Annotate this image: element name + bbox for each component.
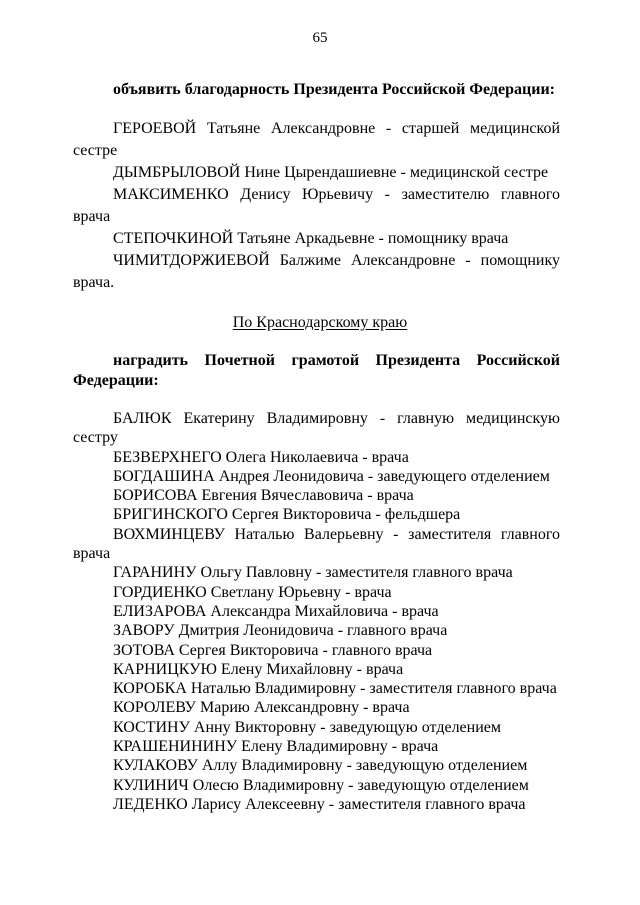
section-award <box>73 351 560 391</box>
list-item: ВОХМИНЦЕВУ Наталью Валерьевну - заместителя главного врача <box>73 525 560 563</box>
list-item: ЗОТОВА Сергея Викторовича - главного врача <box>113 641 433 659</box>
list-item: БЕЗВЕРХНЕГО Олега Николаевича - врача <box>113 448 409 466</box>
list-item: КУЛАКОВУ Аллу Владимировну - заведующую отделением <box>113 757 528 775</box>
list-item: ЛЕДЕНКО Ларису Алексеевну - заместителя главного врача <box>113 795 526 813</box>
list-item: БРИГИНСКОГО Сергея Викторовича - фельдшера <box>113 506 461 524</box>
list-item: КОРОБКА Наталью Владимировну - заместителя главного врача <box>113 680 557 698</box>
list-item: ГАРАНИНУ Ольгу Павловну - заместителя главного врача <box>113 564 513 582</box>
region-title-text: По Краснодарскому краю <box>232 314 408 331</box>
region-title <box>0 314 640 332</box>
list-item: КОСТИНУ Анну Викторовну - заведующую отделением <box>113 718 501 736</box>
list-item: БОРИСОВА Евгения Вячеславовича - врача <box>113 487 414 505</box>
section-heading-award: наградить Почетной грамотой Президента Российской Федерации: <box>73 352 560 389</box>
section-gratitude <box>73 80 560 100</box>
award-list <box>73 409 560 814</box>
list-item: СТЕПОЧКИНОЙ Татьяне Аркадьевне - помощнику врача <box>113 230 509 247</box>
list-item: КРАШЕНИНИНУ Елену Владимировну - врача <box>113 738 439 756</box>
gratitude-list <box>73 118 560 294</box>
list-item: КОРОЛЕВУ Марию Александровну - врача <box>113 699 410 717</box>
list-item: БОГДАШИНА Андрея Леонидовича - заведующего отделением <box>113 467 550 485</box>
section-heading-gratitude: объявить благодарность Президента Российской Федерации: <box>113 81 555 98</box>
list-item: ЕЛИЗАРОВА Александра Михайловича - врача <box>113 602 439 620</box>
list-item: ЧИМИТДОРЖИЕВОЙ Балжиме Александровне - помощнику врача. <box>73 252 560 291</box>
list-item: БАЛЮК Екатерину Владимировну - главную медицинскую сестру <box>73 410 560 447</box>
list-item: ГЕРОЕВОЙ Татьяне Александровне - старшей медицинской сестре <box>73 120 560 159</box>
list-item: КУЛИНИЧ Олесю Владимировну - заведующую отделением <box>113 776 529 794</box>
list-item: ЗАВОРУ Дмитрия Леонидовича - главного врача <box>113 622 448 640</box>
list-item: МАКСИМЕНКО Денису Юрьевичу - заместителю главного врача <box>73 186 560 225</box>
list-item: ДЫМБРЫЛОВОЙ Нине Цырендашиевне - медицинской сестре <box>113 164 549 181</box>
page-number: 65 <box>312 30 328 46</box>
list-item: ГОРДИЕНКО Светлану Юрьевну - врача <box>113 583 392 601</box>
list-item: КАРНИЦКУЮ Елену Михайловну - врача <box>113 660 404 678</box>
